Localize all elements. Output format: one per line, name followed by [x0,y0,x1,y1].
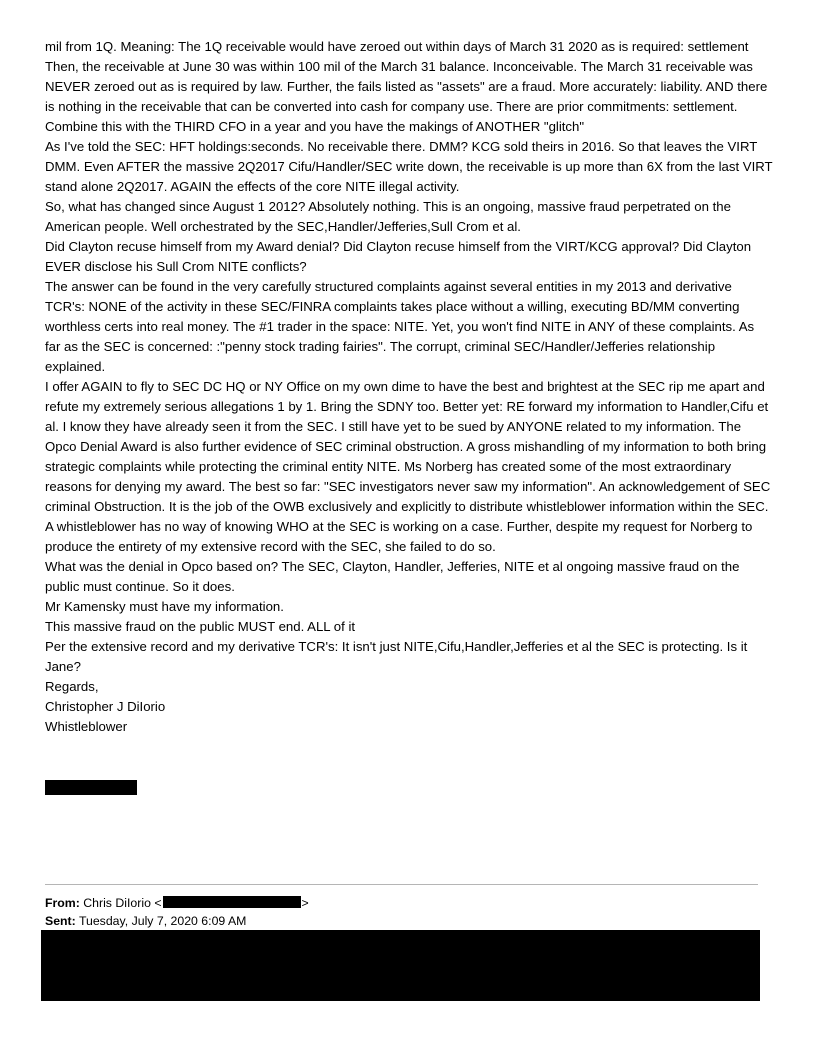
signature-title: Whistleblower [45,719,128,734]
from-close: > [301,896,309,910]
sent-label: Sent: [45,914,76,928]
closing-regards: Regards, [45,679,99,694]
body-paragraph-4: Did Clayton recuse himself from my Award denial? Did Clayton recuse himself from the VIRT/KCG approval? Did Clayton EVER disclose his Sull Crom NITE conflicts? [45,239,752,274]
body-paragraph-10: Per the extensive record and my derivative TCR's: It isn't just NITE,Cifu,Handler,Jefferies et al the SEC is protecting. Is it Jane? [45,639,748,674]
body-paragraph-5: The answer can be found in the very carefully structured complaints against several entities in my 2013 and derivative TCR's: NONE of the activity in these SEC/FINRA complaints takes place without a willing, executing BD/MM converting worthless certs into real money. The #1 trader in the space: NITE. Yet, you won't find NITE in ANY of these complaints. As far as the SEC is concerned: :"penny stock trading fairies". The corrupt, criminal SEC/Handler/Jefferies relationship explained. [45,279,755,374]
sent-value: Tuesday, July 7, 2020 6:09 AM [78,914,247,928]
body-paragraph-6: I offer AGAIN to fly to SEC DC HQ or NY Office on my own dime to have the best and brightest at the SEC rip me apart and refute my extremely serious allegations 1 by 1. Bring the SDNY too. Better yet: RE forward my information to Handler,Cifu et al. I know they have already seen it from the SEC. I still have yet to be sued by ANYONE related to my information. The Opco Denial Award is also further evidence of SEC criminal obstruction. A gross mishandling of my information to both bring strategic complaints while protecting the criminal entity NITE. Ms Norberg has created some of the most extraordinary reasons for denying my award. The best so far: "SEC investigators never saw my information". An acknowledgement of SEC criminal Obstruction. It is the job of the OWB exclusively and explicitly to distribute whistleblower information within the SEC. A whistleblower has no way of knowing WHO at the SEC is working on a case. Further, despite my request for Norberg to produce the entirety of my extensive record with the SEC, she failed to do so. [45,379,771,554]
body-paragraph-3: So, what has changed since August 1 2012? Absolutely nothing. This is an ongoing, massive fraud perpetrated on the American people. Well orchestrated by the SEC,Handler/Jefferies,Sull Crom et al. [45,199,731,234]
email-body [45,37,773,737]
signature-name: Christopher J DiIorio [45,699,166,714]
from-label: From: [45,896,80,910]
body-paragraph-1: mil from 1Q. Meaning: The 1Q receivable would have zeroed out within days of March 31 2020 as is required: settlement Then, the receivable at June 30 was within 100 mil of the March 31 balance. Inconceivable. The March 31 receivable was NEVER zeroed out as is required by law. Further, the fails listed as "assets" are a fraud. More accurately: liability. AND there is nothing in the receivable that can be converted into cash for company use. There are prior commitments: settlement. Combine this with the THIRD CFO in a year and you have the makings of ANOTHER "glitch" [45,39,768,134]
forwarded-email-header [45,894,758,930]
body-paragraph-7: What was the denial in Opco based on? The SEC, Clayton, Handler, Jefferies, NITE et al ongoing massive fraud on the public must continue. So it does. [45,559,740,594]
redaction-box-email [163,896,301,908]
sent-row [45,912,758,930]
redaction-box-recipients [41,930,760,1001]
body-paragraph-2: As I've told the SEC: HFT holdings:seconds. No receivable there. DMM? KCG sold theirs in 2016. So that leaves the VIRT DMM. Even AFTER the massive 2Q2017 Cifu/Handler/SEC write down, the receivable is up more than 6X from the last VIRT stand alone 2Q2017. AGAIN the effects of the core NITE illegal activity. [45,139,773,194]
from-row [45,894,758,912]
from-name: Chris DiIorio < [83,896,162,910]
body-paragraph-8: Mr Kamensky must have my information. [45,599,284,614]
body-paragraph-9: This massive fraud on the public MUST end. ALL of it [45,619,356,634]
email-divider [45,884,758,885]
redaction-box-signature [45,780,137,795]
